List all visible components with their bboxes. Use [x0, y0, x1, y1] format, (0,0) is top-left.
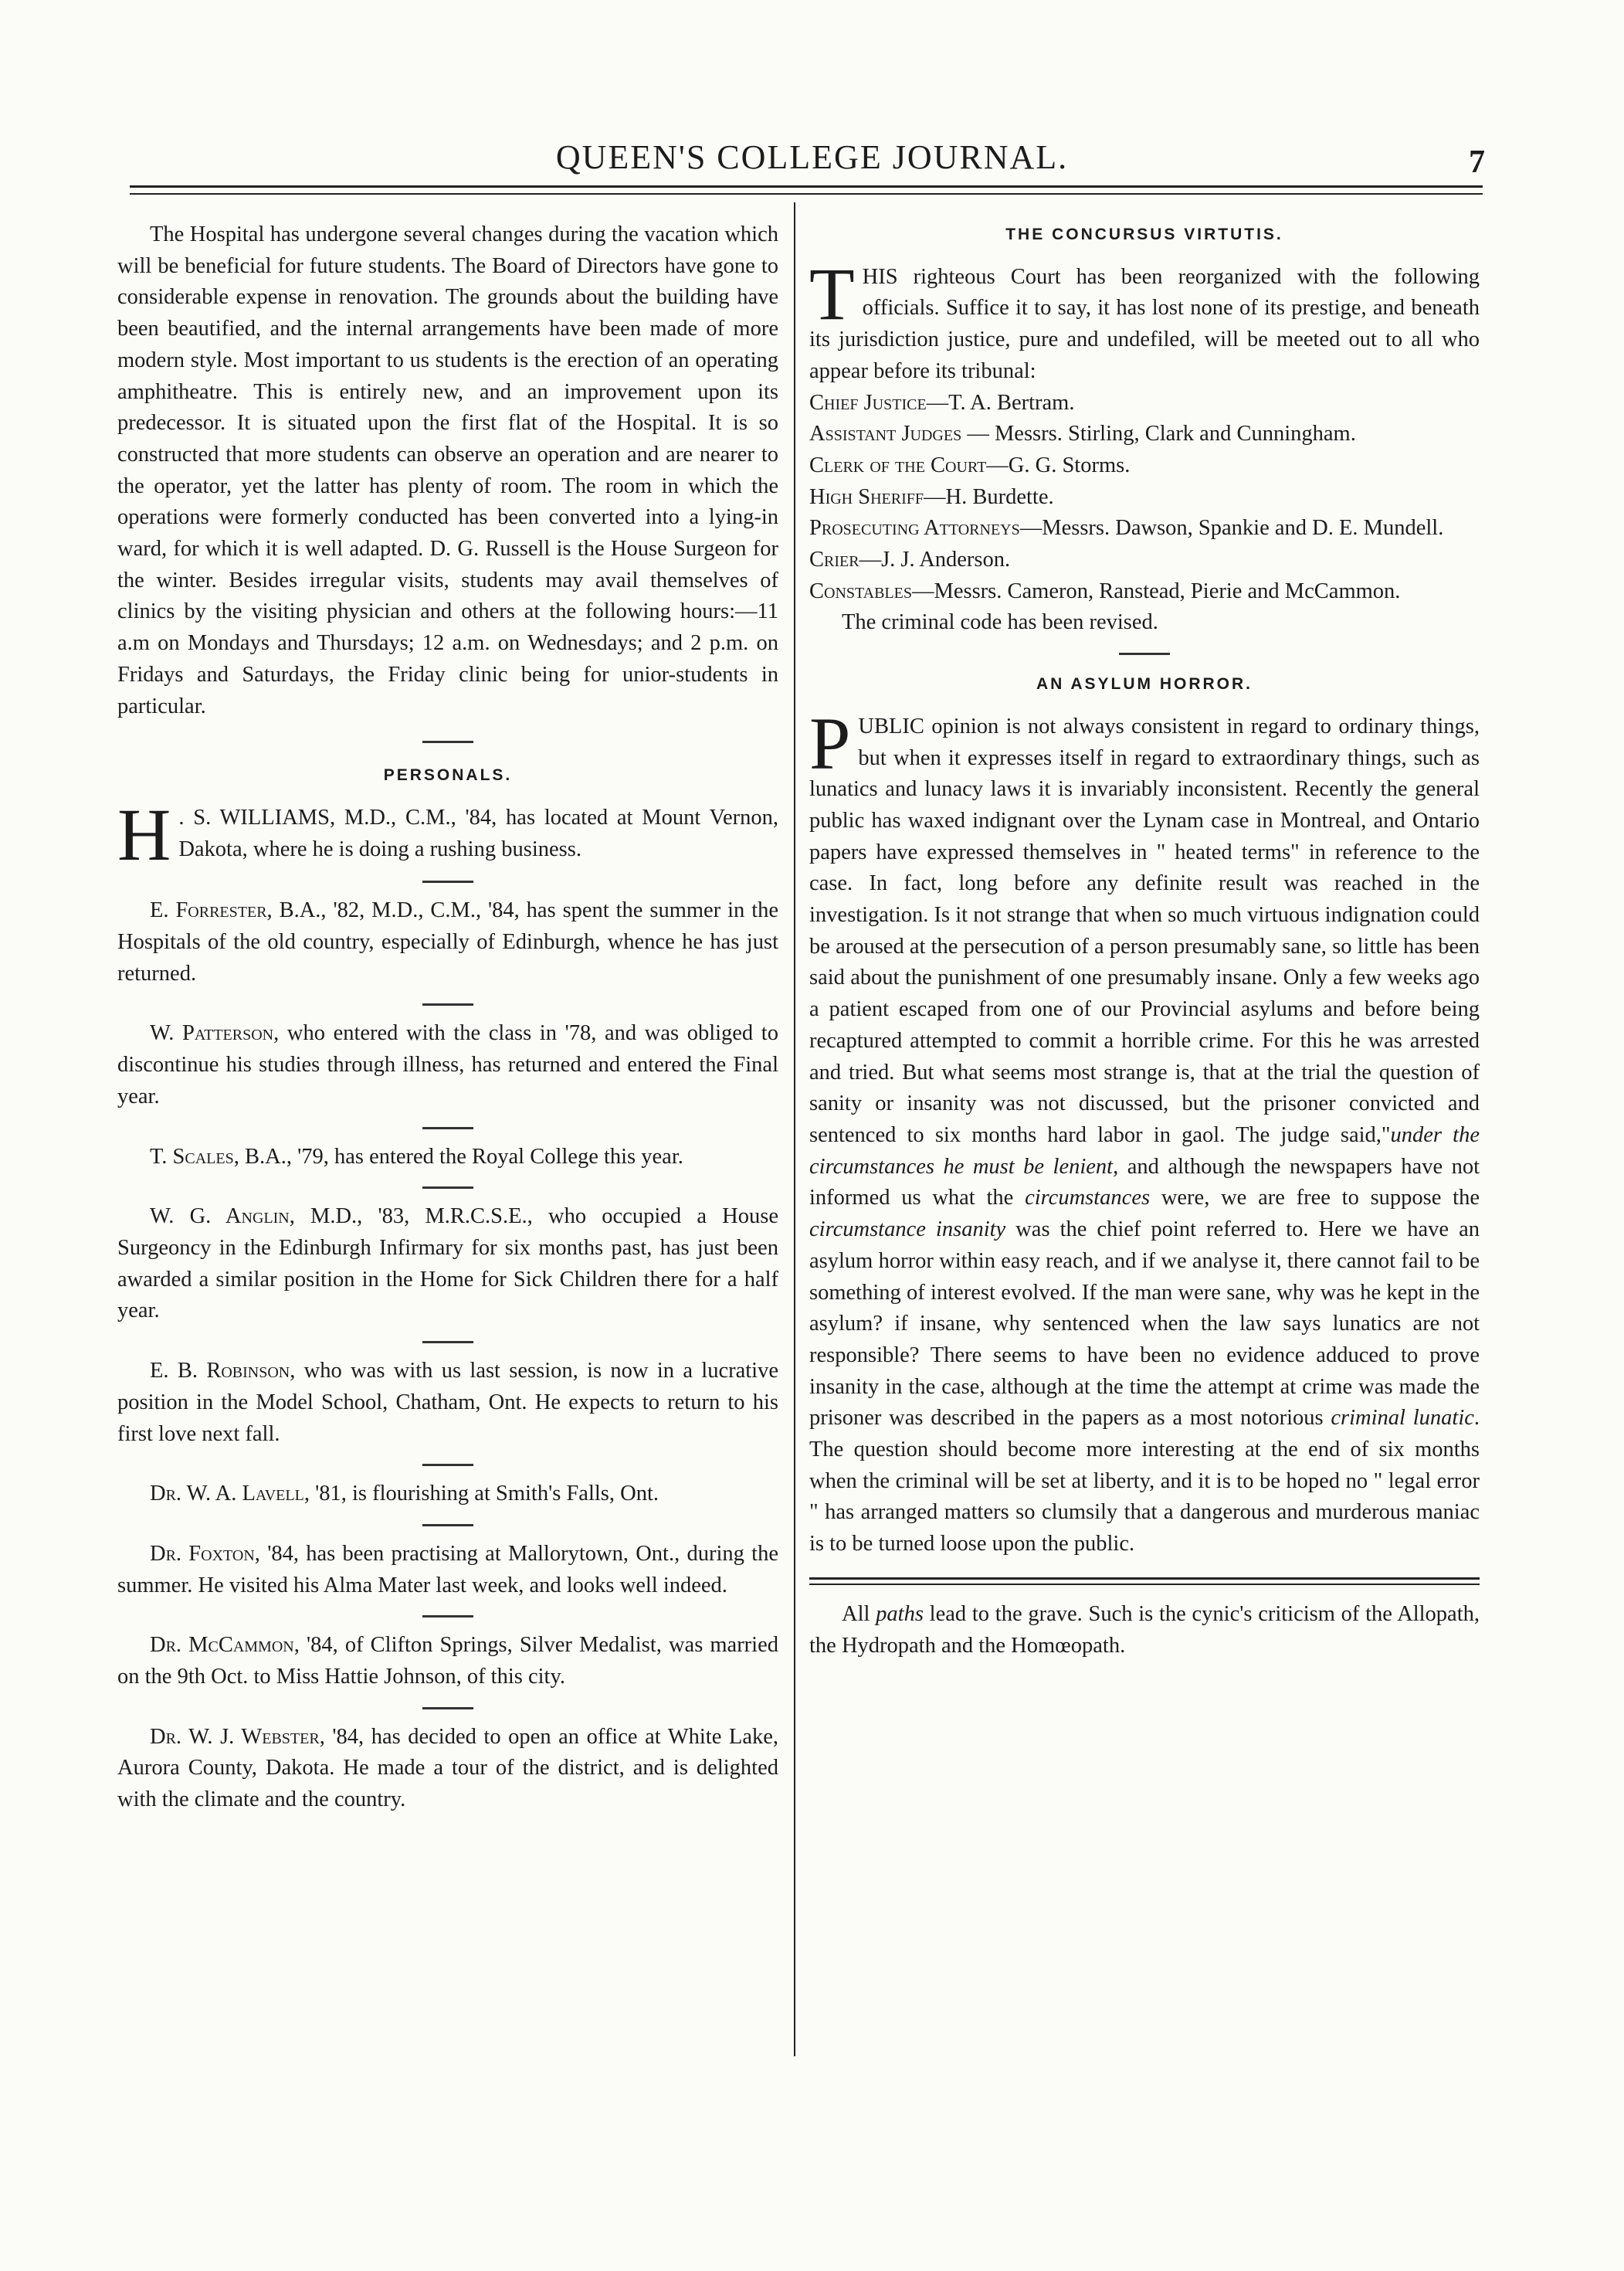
- personal-forrester: E. Forrester, B.A., '82, M.D., C.M., '84, has spent the summer in the Hospitals of the old country, especially of Edinburgh, whence he has just returned.: [117, 898, 779, 986]
- separator: [422, 1615, 473, 1618]
- official-sheriff: High Sheriff—H. Burdette.: [809, 484, 1054, 509]
- header-rule-top: [130, 185, 1483, 188]
- column-divider: [794, 202, 795, 2056]
- concursus-heading: THE CONCURSUS VIRTUTIS.: [1005, 226, 1283, 243]
- personal-mccammon: Dr. McCammon, '84, of Clifton Springs, Silver Medalist, was married on the 9th Oct. to Miss Hattie Johnson, of this city.: [117, 1633, 778, 1689]
- separator: [422, 741, 473, 743]
- official-assistant-judges: Assistant Judges — Messrs. Stirling, Clark and Cunningham.: [809, 422, 1356, 446]
- official-constables: Constables—Messrs. Cameron, Ranstead, Pierie and McCammon.: [809, 579, 1401, 603]
- personal-anglin: W. G. Anglin, M.D., '83, M.R.C.S.E., who occupied a House Surgeoncy in the Edinburgh Infirmary for six months past, has just been awarded a similar position in the Home for Sick Children there for a half year.: [117, 1204, 778, 1323]
- separator: [422, 881, 473, 883]
- personal-foxton: Dr. Foxton, '84, has been practising at Mallorytown, Ont., during the summer. He visited his Alma Mater last week, and looks well indeed.: [117, 1541, 778, 1597]
- drop-cap: P: [809, 701, 851, 785]
- criminal-code-note: The criminal code has been revised.: [842, 610, 1158, 635]
- header-rule-bottom: [130, 193, 1483, 195]
- double-rule: [809, 1577, 1480, 1580]
- page-number: 7: [1469, 144, 1485, 180]
- official-crier: Crier—J. J. Anderson.: [809, 548, 1011, 572]
- personal-patterson: W. Patterson, who entered with the class in '78, and was obliged to discontinue his studies through illness, has returned and entered the Final year.: [117, 1021, 778, 1108]
- drop-cap: T: [809, 252, 855, 335]
- personals-heading: PERSONALS.: [383, 766, 513, 785]
- separator: [422, 1707, 473, 1709]
- official-chief-justice: Chief Justice—T. A. Bertram.: [809, 390, 1075, 415]
- personal-scales: T. Scales, B.A., '79, has entered the Royal College this year.: [150, 1144, 683, 1169]
- personal-robinson: E. B. Robinson, who was with us last session, is now in a lucrative position in the Model School, Chatham, Ont. He expects to return to his first love next fall.: [117, 1359, 779, 1446]
- separator: [422, 1341, 473, 1343]
- official-clerk: Clerk of the Court—G. G. Storms.: [809, 453, 1131, 477]
- asylum-heading: AN ASYLUM HORROR.: [1036, 675, 1253, 694]
- official-attorneys: Prosecuting Attorneys—Messrs. Dawson, Spankie and D. E. Mundell.: [809, 516, 1444, 541]
- hospital-article: The Hospital has undergone several changes during the vacation which will be beneficial for future students. The Board of Directors have gone to considerable expense in renovation. The grounds about the building have been beautified, and the internal arrangements have been made of more modern style. Most important to us students is the erection of an operating amphitheatre. This is entirely new, and an improvement upon its predecessor. It is situated upon the first flat of the Hospital. It is so constructed that more students can observe an operation and are nearer to the operator, yet the latter has plenty of room. The room in which the operations were formerly conducted has been converted into a lying-in ward, for which it is well adapted. D. G. Russell is the House Surgeon for the winter. Besides irregular visits, students may avail themselves of clinics by the visiting physician and others at the following hours:—11 a.m on Mondays and Thursdays; 12 a.m. on Wednesdays; and 2 p.m. on Fridays and Saturdays, the Friday clinic being for unior-students in particular.: [117, 222, 778, 718]
- asylum-article: PUBLIC opinion is not always consistent in regard to ordinary things, but when it expresses itself in regard to extraordinary things, such as lunatics and lunacy laws it is invariably inconsistent. Recently the general public has waxed indignant over the Lynam case in Montreal, and Ontario papers have expressed themselves in " heated terms" in reference to the case. In fact, long before any definite result was reached in the investigation. Is it not strange that when so much virtuous indignation could be aroused at the persecution of a person presumably sane, so little has been said about the punishment of one presumably insane. Only a few weeks ago a patient escaped from one of our Provincial asylums and before being recaptured attempted to commit a horrible crime. For this he was arrested and tried. But what seems most strange is, that at the trial the question of sanity or insanity was not discussed, but the prisoner convicted and sentenced to six months hard labor in gaol. The judge said,"under the circumstances he must be lenient, and although the newspapers have not informed us what the circumstances were, we are free to suppose the circumstance insanity was the chief point referred to. Here we have an asylum horror within easy reach, and if we analyse it, there cannot fail to be something of interest evolved. If the man were sane, why was he kept in the asylum? if insane, why sentenced when the law says lunatics are not responsible? There seems to have been no evidence adduced to prove insanity in the case, although at the time the attempt at crime was made the prisoner was described in the papers as a most notorious criminal lunatic. The question should become more interesting at the end of six months when the criminal will be set at liberty, and it is to be hoped no " legal error " has arranged matters so clumsily that a dangerous and murderous maniac is to be turned loose upon the public.: [809, 701, 1480, 1556]
- journal-title: QUEEN'S COLLEGE JOURNAL.: [555, 138, 1069, 176]
- personal-webster: Dr. W. J. Webster, '84, has decided to open an office at White Lake, Aurora County, Dakota. He made a tour of the district, and is delighted with the climate and the country.: [117, 1724, 778, 1812]
- personal-williams: H . S. WILLIAMS, M.D., C.M., '84, has located at Mount Vernon, Dakota, where he is doing a rushing business.: [117, 793, 778, 876]
- separator: [422, 1524, 473, 1526]
- separator: [422, 1127, 473, 1129]
- double-rule: [809, 1584, 1480, 1585]
- separator: [422, 1186, 473, 1189]
- left-column: [117, 219, 778, 1816]
- separator: [422, 1464, 473, 1466]
- personal-lavell: Dr. W. A. Lavell, '81, is flourishing at Smith's Falls, Ont.: [150, 1482, 659, 1506]
- drop-cap: H: [117, 793, 171, 876]
- separator: [1119, 653, 1170, 655]
- concursus-intro: THIS righteous Court has been reorganized with the following officials. Suffice it to say, it has lost none of its prestige, and beneath its jurisdiction justice, pure and undefiled, will be meeted out to all who appear before its tribunal:: [809, 252, 1480, 383]
- right-column: [809, 219, 1480, 1662]
- cynic-note: All paths lead to the grave. Such is the cynic's criticism of the Allopath, the Hydropath and the Homœopath.: [809, 1601, 1480, 1658]
- separator: [422, 1003, 473, 1006]
